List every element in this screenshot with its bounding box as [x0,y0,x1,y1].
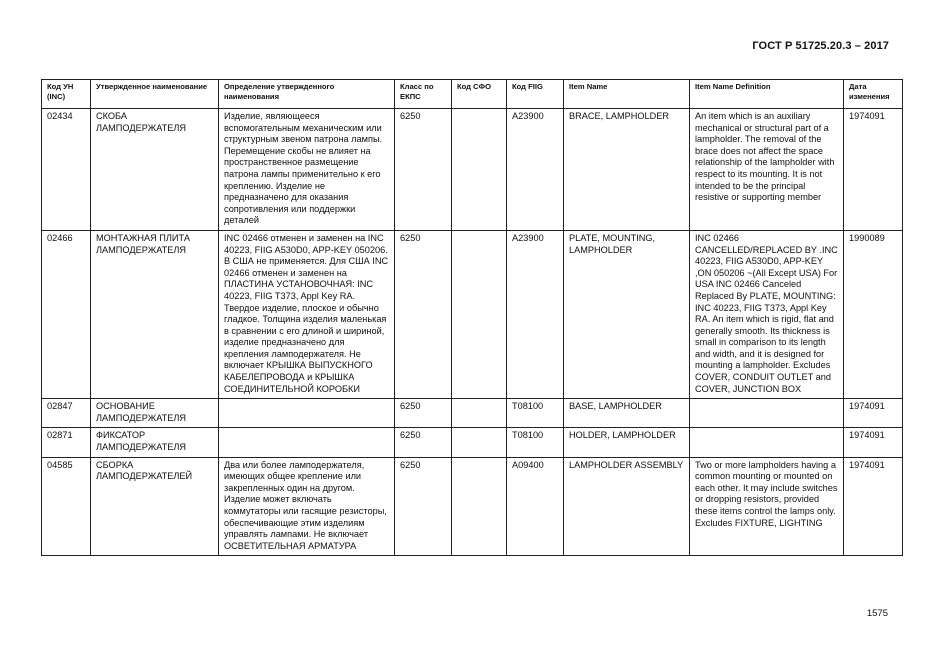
column-header-item-name-definition: Item Name Definition [690,80,844,109]
table-header-row [42,80,903,109]
table-row [42,109,903,231]
cell-item-name-definition: Two or more lampholders having a common mounting or mounted on each other. It may include switches or dropping resistors, provided these items control the lamps only. Excludes FIXTURE, LIGHTING [690,457,844,556]
page-number: 1575 [866,608,888,619]
cell-fiig-code: A09400 [507,457,564,556]
cell-item-name-definition: An item which is an auxiliary mechanical or structural part of a lampholder. The removal of the brace does not affect the space relationship of the lampholder with respect to its mounting. It is not intended to be the principal resistive or supporting member [690,109,844,231]
cell-approved-name: ФИКСАТОР ЛАМПОДЕРЖАТЕЛЯ [91,428,219,457]
cell-inc: 02466 [42,230,91,398]
cell-item-name: HOLDER, LAMPHOLDER [564,428,690,457]
cell-sfo-code [452,230,507,398]
cell-ekps-class: 6250 [395,428,452,457]
cell-change-date: 1974091 [844,457,903,556]
document-code: ГОСТ Р 51725.20.3 – 2017 [752,40,889,52]
cell-fiig-code: T08100 [507,428,564,457]
catalog-table [41,79,903,556]
cell-item-name: BRACE, LAMPHOLDER [564,109,690,231]
column-header-name-definition: Определение утвержденного наименования [219,80,395,109]
cell-inc: 04585 [42,457,91,556]
cell-sfo-code [452,428,507,457]
cell-inc: 02434 [42,109,91,231]
cell-item-name: PLATE, MOUNTING, LAMPHOLDER [564,230,690,398]
column-header-approved-name: Утвержденное наименование [91,80,219,109]
cell-item-name-definition [690,399,844,428]
cell-inc: 02847 [42,399,91,428]
cell-item-name-definition: INC 02466 CANCELLED/REPLACED BY .INC 40223, FIIG A530D0, APP-KEY ,ON 050206 ~(All Except USA) For USA INC 02466 Canceled Replaced By PLATE, MOUNTING: INC 40223, FIIG T373, Appl Key RA. An item which is rigid, flat and generally smooth. Its thickness is small in comparison to its length and width, and it is designed for mounting a lampholder. Excludes COVER, CONDUIT OUTLET and COVER, JUNCTION BOX [690,230,844,398]
cell-name-definition: Изделие, являющееся вспомогательным механическим или структурным звеном патрона лампы. Перемещение скобы не влияет на пространственное размещение патрона лампы применительно к его креплению. Изделие не предназначено для оказания сопротивления или поддержки деталей [219,109,395,231]
cell-approved-name: ОСНОВАНИЕ ЛАМПОДЕРЖАТЕЛЯ [91,399,219,428]
cell-name-definition [219,399,395,428]
table-row [42,457,903,556]
cell-item-name: LAMPHOLDER ASSEMBLY [564,457,690,556]
cell-ekps-class: 6250 [395,230,452,398]
cell-change-date: 1974091 [844,399,903,428]
cell-item-name: BASE, LAMPHOLDER [564,399,690,428]
cell-change-date: 1974091 [844,428,903,457]
cell-sfo-code [452,399,507,428]
cell-ekps-class: 6250 [395,399,452,428]
cell-sfo-code [452,109,507,231]
cell-approved-name: МОНТАЖНАЯ ПЛИТА ЛАМПОДЕРЖАТЕЛЯ [91,230,219,398]
cell-name-definition [219,428,395,457]
table-row [42,428,903,457]
cell-ekps-class: 6250 [395,109,452,231]
cell-inc: 02871 [42,428,91,457]
cell-change-date: 1990089 [844,230,903,398]
cell-name-definition: Два или более ламподержателя, имеющих общее крепление или закрепленных один на другом. Изделие может включать коммутаторы или гасящие резисторы, обеспечивающие этим изделиям управлять лампами. Не включает ОСВЕТИТЕЛЬНАЯ АРМАТУРА [219,457,395,556]
cell-change-date: 1974091 [844,109,903,231]
cell-name-definition: INC 02466 отменен и заменен на INC 40223, FIIG A530D0, APP-KEY 050206. В США не применяется. Для США INC 02466 отменен и заменен на ПЛАСТИНА УСТАНОВОЧНАЯ: INC 40223, FIIG T373, Appl Key RA. Твердое изделие, плоское и обычно гладкое. Толщина изделия маленькая в сравнении с его длиной и шириной, изделие предназначено для крепления ламподержателя. Не включает КРЫШКА ВЫПУСКНОГО КАБЕЛЕПРОВОДА и КРЫШКА СОЕДИНИТЕЛЬНОЙ КОРОБКИ [219,230,395,398]
column-header-fiig-code: Код FIIG [507,80,564,109]
cell-sfo-code [452,457,507,556]
cell-fiig-code: A23900 [507,230,564,398]
column-header-ekps-class: Класс по ЕКПС [395,80,452,109]
column-header-sfo-code: Код СФО [452,80,507,109]
column-header-inc: Код УН (INC) [42,80,91,109]
cell-item-name-definition [690,428,844,457]
cell-ekps-class: 6250 [395,457,452,556]
column-header-change-date: Дата изменения [844,80,903,109]
column-header-item-name: Item Name [564,80,690,109]
table-row [42,230,903,398]
cell-fiig-code: T08100 [507,399,564,428]
cell-approved-name: СБОРКА ЛАМПОДЕРЖАТЕЛЕЙ [91,457,219,556]
table-row [42,399,903,428]
cell-approved-name: СКОБА ЛАМПОДЕРЖАТЕЛЯ [91,109,219,231]
cell-fiig-code: A23900 [507,109,564,231]
